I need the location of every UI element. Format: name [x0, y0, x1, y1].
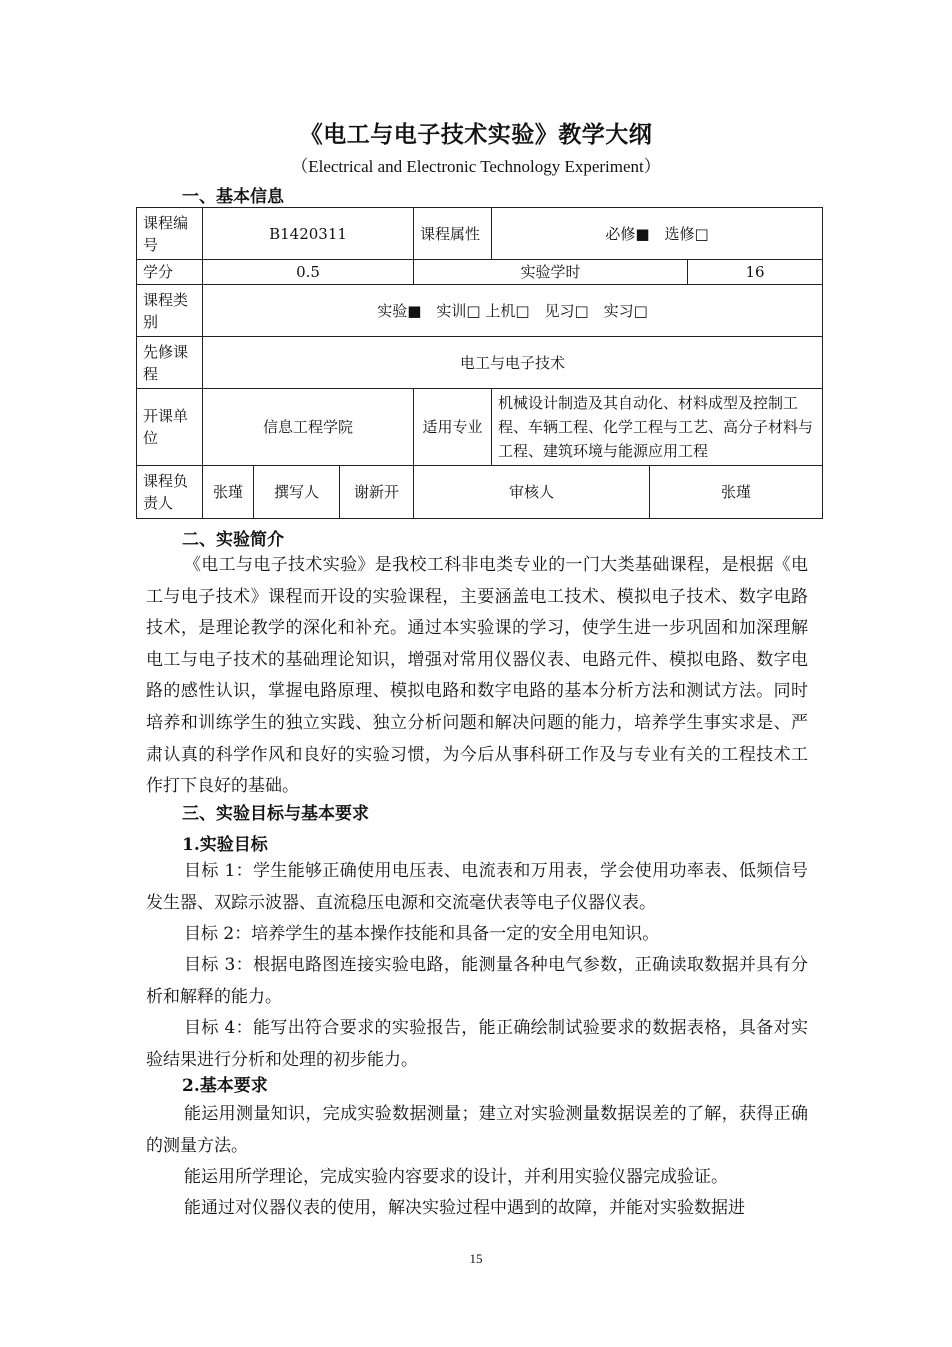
table-row: [137, 208, 823, 260]
requirement-paragraph: 能运用测量知识，完成实验数据测量；建立对实验测量数据误差的了解，获得正确的测量方法。: [146, 1104, 808, 1156]
value-applicable-majors: 机械设计制造及其自动化、材料成型及控制工程、车辆工程、化学工程与工艺、高分子材料与工程、建筑环境与能源应用工程: [492, 389, 823, 466]
label-reviewer: 审核人: [414, 466, 650, 519]
intro-paragraph: 《电工与电子技术实验》是我校工科非电类专业的一门大类基础课程，是根据《电工与电子技术》课程而开设的实验课程，主要涵盖电工技术、模拟电子技术、数字电路技术，是理论教学的深化和补充。通过本实验课的学习，使学生进一步巩固和加深理解电工与电子技术的基础理论知识，增强对常用仪器仪表、电路元件、模拟电路、数字电路的感性认识，掌握电路原理、模拟电路和数字电路的基本分析方法和测试方法。同时培养和训练学生的独立实践、独立分析问题和解决问题的能力，培养学生事实求是、严肃认真的科学作风和良好的实验习惯，为今后从事科研工作及与专业有关的工程技术工作打下良好的基础。: [146, 555, 808, 797]
label-offering-unit: 开课单位: [137, 389, 203, 466]
document-subtitle: （Electrical and Electronic Technology Experiment）: [291, 157, 661, 176]
subheading-goals: 1.实验目标: [182, 835, 268, 855]
label-course-attribute: 课程属性: [414, 208, 492, 260]
requirement-paragraph: 能运用所学理论，完成实验内容要求的设计，并利用实验仪器完成验证。: [184, 1167, 728, 1187]
value-course-code: B1420311: [203, 208, 414, 260]
section-heading-basic-info: 一、基本信息: [182, 187, 284, 207]
table-row: [137, 260, 823, 285]
section-heading-intro: 二、实验简介: [182, 530, 284, 550]
value-prerequisite: 电工与电子技术: [203, 337, 823, 389]
table-row: [137, 337, 823, 389]
label-lab-hours: 实验学时: [414, 260, 688, 285]
value-reviewer: 张瑾: [650, 466, 823, 519]
document-title: 《电工与电子技术实验》教学大纲: [299, 121, 653, 148]
label-course-owner: 课程负责人: [137, 466, 203, 519]
value-course-owner: 张瑾: [203, 466, 254, 519]
value-course-type: 实验■ 实训□ 上机□ 见习□ 实习□: [203, 285, 823, 337]
table-row: [137, 285, 823, 337]
label-course-code: 课程编号: [137, 208, 203, 260]
table-row: [137, 466, 823, 519]
table-row: [137, 389, 823, 466]
value-course-attribute: 必修■ 选修□: [492, 208, 823, 260]
value-credit: 0.5: [203, 260, 414, 285]
label-credit: 学分: [137, 260, 203, 285]
label-writer: 撰写人: [254, 466, 340, 519]
goal-paragraph: 目标 2：培养学生的基本操作技能和具备一定的安全用电知识。: [184, 924, 660, 944]
goal-paragraph: 目标 1：学生能够正确使用电压表、电流表和万用表，学会使用功率表、低频信号发生器、双踪示波器、直流稳压电源和交流毫伏表等电子仪器仪表。: [146, 861, 808, 913]
value-lab-hours: 16: [688, 260, 823, 285]
requirement-paragraph: 能通过对仪器仪表的使用，解决实验过程中遇到的故障，并能对实验数据进: [184, 1198, 745, 1218]
label-applicable-majors: 适用专业: [414, 389, 492, 466]
label-prerequisite: 先修课程: [137, 337, 203, 389]
page-number: 15: [469, 1251, 483, 1266]
section-heading-goals: 三、实验目标与基本要求: [182, 804, 369, 824]
subheading-requirements: 2.基本要求: [182, 1076, 268, 1096]
label-course-type: 课程类别: [137, 285, 203, 337]
goal-paragraph: 目标 3：根据电路图连接实验电路，能测量各种电气参数，正确读取数据并具有分析和解释的能力。: [146, 955, 808, 1007]
goal-paragraph: 目标 4：能写出符合要求的实验报告，能正确绘制试验要求的数据表格，具备对实验结果进行分析和处理的初步能力。: [146, 1018, 808, 1070]
value-offering-unit: 信息工程学院: [203, 389, 414, 466]
value-writer: 谢新开: [340, 466, 414, 519]
course-info-table: [136, 207, 823, 519]
